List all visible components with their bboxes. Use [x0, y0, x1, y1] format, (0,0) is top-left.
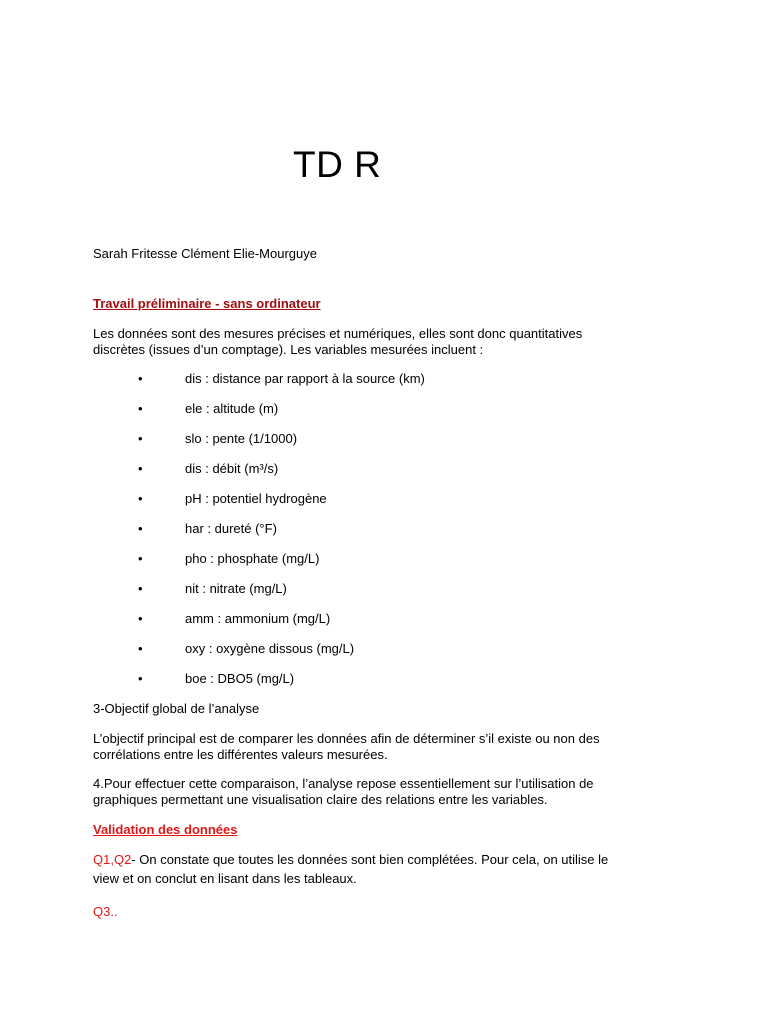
bullet-icon: •: [138, 671, 143, 686]
list-item-text: nit : nitrate (mg/L): [185, 581, 287, 596]
list-item-text: pho : phosphate (mg/L): [185, 551, 320, 566]
list-item-text: ele : altitude (m): [185, 401, 279, 416]
section-heading-validation: Validation des données: [93, 822, 238, 837]
intro-paragraph-line-1: Les données sont des mesures précises et numériques, elles sont donc quantitatives: [93, 326, 583, 341]
bullet-icon: •: [138, 461, 143, 476]
list-item: [0, 401, 768, 417]
list-item: [0, 551, 768, 567]
bullet-icon: •: [138, 431, 143, 446]
list-item: [0, 671, 768, 687]
list-item: [0, 521, 768, 537]
q1q2-label: Q1,Q2: [93, 852, 132, 867]
q3-label: Q3..: [93, 904, 118, 919]
list-item-text: dis : distance par rapport à la source (km): [185, 371, 425, 386]
bullet-icon: •: [138, 521, 143, 536]
list-item: [0, 371, 768, 387]
bullet-icon: •: [138, 581, 143, 596]
bullet-icon: •: [138, 491, 143, 506]
list-item: [0, 491, 768, 507]
bullet-icon: •: [138, 551, 143, 566]
objectif-heading: 3-Objectif global de l’analyse: [93, 701, 260, 716]
q1q2-paragraph-line-1: [93, 852, 683, 868]
authors: Sarah Fritesse Clément Elie-Mourguye: [93, 246, 317, 261]
list-item-text: pH : potentiel hydrogène: [185, 491, 327, 506]
list-item: [0, 581, 768, 597]
list-item: [0, 611, 768, 627]
list-item-text: har : dureté (°F): [185, 521, 277, 536]
q1q2-paragraph-line-2: view et on conclut en lisant dans les tableaux.: [93, 871, 357, 886]
list-item: [0, 461, 768, 477]
document-title: TD R: [293, 144, 382, 185]
q1q2-text: - On constate que toutes les données sont bien complétées. Pour cela, on utilise le: [131, 852, 609, 867]
list-item: [0, 431, 768, 447]
objectif-paragraph-line-2: corrélations entre les différentes valeurs mesurées.: [93, 747, 388, 762]
intro-paragraph-line-2: discrètes (issues d’un comptage). Les variables mesurées incluent :: [93, 342, 484, 357]
list-item: [0, 641, 768, 657]
bullet-icon: •: [138, 371, 143, 386]
list-item-text: boe : DBO5 (mg/L): [185, 671, 295, 686]
bullet-icon: •: [138, 401, 143, 416]
list-item-text: slo : pente (1/1000): [185, 431, 298, 446]
section-heading-travail-preliminaire: Travail préliminaire - sans ordinateur: [93, 296, 321, 311]
list-item-text: dis : débit (m³/s): [185, 461, 279, 476]
bullet-icon: •: [138, 641, 143, 656]
list-item-text: oxy : oxygène dissous (mg/L): [185, 641, 355, 656]
comparaison-paragraph-line-2: graphiques permettant une visualisation claire des relations entre les variables.: [93, 792, 548, 807]
bullet-icon: •: [138, 611, 143, 626]
objectif-paragraph-line-1: L’objectif principal est de comparer les données afin de déterminer s’il existe ou non des: [93, 731, 600, 746]
list-item-text: amm : ammonium (mg/L): [185, 611, 331, 626]
comparaison-paragraph-line-1: 4.Pour effectuer cette comparaison, l’analyse repose essentiellement sur l’utilisation de: [93, 776, 594, 791]
